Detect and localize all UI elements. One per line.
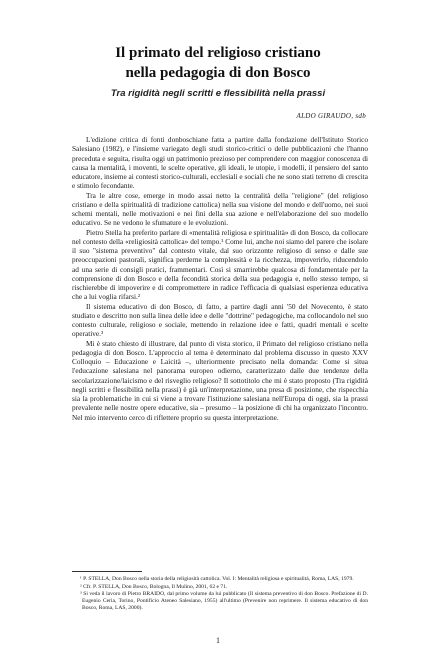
- paragraph: Tra le altre cose, emerge in modo assai netto la centralità della "religione" (del religioso cristiano e della spiritualità di tradizione cattolica) nella sua visione del mondo e dell'uomo, nei suoi schemi mentali, nelle motivazioni e nei fini della sua azione e nell'elaborazione del suo modello educativo. Se ne vedono le sfumature e le evoluzioni.: [72, 190, 368, 228]
- title-line-2: nella pedagogia di don Bosco: [125, 65, 311, 81]
- page-number: 1: [216, 636, 220, 645]
- footnote: ³ Si veda il lavoro di Pietro BRAIDO, dal primo volume da lui pubblicato (Il sistema preventivo di don Bosco. Prefazione di D. Eugenio Ceria, Torino, Pontificio Ateneo Salesiano, 1955) all'ultimo (Prevenire non reprimere. Il sistema educativo di don Bosco, Roma, LAS, 2000).: [80, 591, 368, 611]
- paragraph: Pietro Stella ha preferito parlare di «mentalità religiosa e spiritualità» di don Bosco, da collocare nel contesto della «religiosità cattolica» del tempo.¹ Come lui, anche noi siamo del parere che isolare il suo "sistema preventivo" dal contesto vitale, dal suo orizzonte religioso di senso e dalle sue preoccupazioni pastorali, significa perderne la complessità e la ricchezza, impoverirlo, riducendolo ad una serie di consigli pratici, frammentari. Così si smarrirebbe qualcosa di fondamentale per la comprensione di don Bosco e della fecondità storica della sua pedagogia e, nello stesso tempo, si rischierebbe di impoverire e di compromettere in radice l'efficacia di qualsiasi esperienza educativa che a lui voglia rifarsi.²: [72, 227, 368, 302]
- footnote: ² Cfr. P. STELLA, Don Bosco, Bologna, Il Mulino, 2001, 62 e 71.: [80, 583, 228, 590]
- author: ALDO GIRAUDO, sdb: [296, 112, 366, 120]
- footnote: ¹ P. STELLA, Don Bosco nella storia della religiosità cattolica. Vol. I: Mentalità religiosa e spiritualità, Roma, LAS, 1979.: [80, 576, 354, 582]
- paragraph: Mi è stato chiesto di illustrare, dal punto di vista storico, il Primato del religioso cristiano nella pedagogia di don Bosco. L'approccio al tema è determinato dal problema discusso in questo XXV Colloquio – Educazione e Laicità –, ulteriormente precisato nella domanda: Come si situa l'educazione salesiana nel panorama europeo odierno, caratterizzato dalle due tendenze della secolarizzazione/laicismo e del risveglio religioso? Il sottotitolo che mi è stato proposto (Tra rigidità negli scritti e flessibilità nella prassi) è già un'interpretazione, una presa di posizione, che rispecchia sia la problematiche in cui si viene a trovare l'istituzione salesiana nell'Europa di oggi, sia la prassi prevalente nelle nostre opere educative, sia – presumo – la posizione di chi ha organizzato l'incontro. Nel mio intervento cerco di riflettere proprio su questa interpretazione.: [72, 338, 368, 422]
- body-text: [72, 135, 368, 422]
- paragraph: Il sistema educativo di don Bosco, di fatto, a partire dagli anni '50 del Novecento, è stato studiato e descritto non sulla linea delle idee e delle "dottrine" pedagogiche, ma collocandolo nel suo contesto culturale, religioso e sociale, mettendo in relazione idee e fatti, quadri mentali e scelte operative.³: [72, 301, 368, 339]
- footnotes: [72, 576, 368, 613]
- subtitle: Tra rigidità negli scritti e flessibilità nella prassi: [110, 88, 326, 99]
- paragraph: L'edizione critica di fonti donboschiane fatta a partire dalla fondazione dell'Istituto Storico Salesiano (1982), e l'insieme variegato degli studi storico-critici o delle pubblicazioni che l'hanno preceduta e seguita, risulta oggi un patrimonio prezioso per comprendere con maggior conoscenza di causa la mentalità, i moventi, le scelte operative, gli ideali, le utopie, i modelli, il pensiero del santo educatore, insieme ai contesti storico-culturali, ecclesiali e sociali che ne sono stati terreno di crescita e stimolo fecondante.: [72, 135, 368, 191]
- title-line-1: Il primato del religioso cristiano: [115, 45, 321, 61]
- footnote-divider: [72, 571, 142, 572]
